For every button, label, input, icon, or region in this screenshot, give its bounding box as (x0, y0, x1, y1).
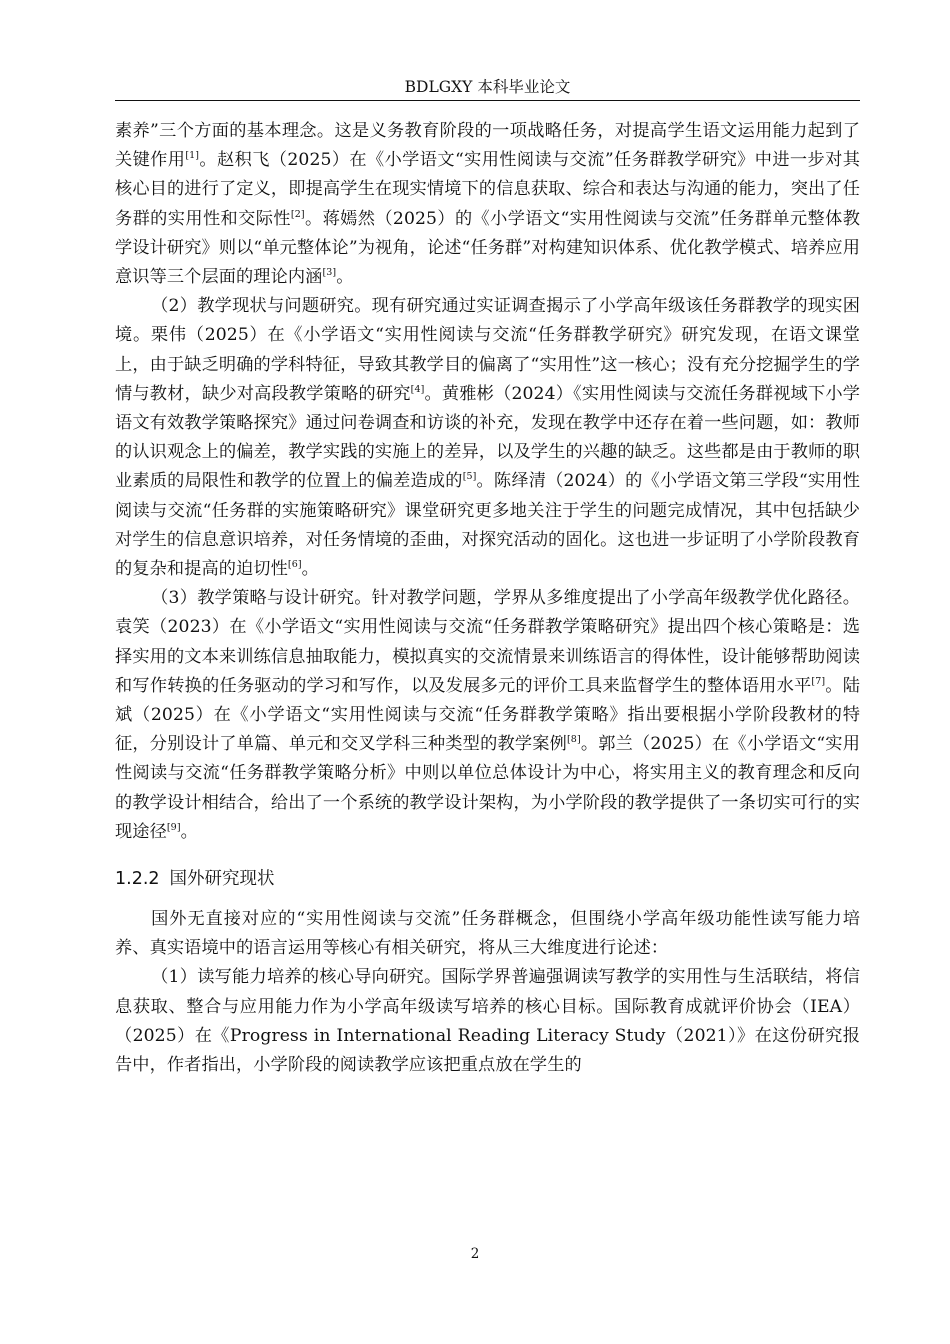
paragraph-text: 。蒋嫣然（2025）的《小学语文“实用性阅读与交流”任务群单元整体教学设计研究》则以“单元整体论”为视角，论述“任务群”对构建知识体系、优化教学模式、培养应用意识等三个层面的理论内涵 (115, 208, 860, 288)
paragraph-text: 。郭兰（2025）在《小学语文“实用性阅读与交流“任务群教学策略分析》中则以单位总体设计为中心，将实用主义的教育理念和反向的教学设计相结合，给出了一个系统的教学设计架构，为小学阶段的教学提供了一条切实可行的实现途径 (115, 734, 860, 842)
paragraph-text: 。 (180, 821, 198, 842)
citation-ref: [2] (290, 208, 305, 220)
citation-ref: [7] (811, 675, 826, 687)
paragraph (115, 117, 860, 292)
citation-ref: [3] (322, 267, 337, 279)
paragraph (115, 292, 860, 584)
paragraph-text: 。陆斌（2025）在《小学语文“实用性阅读与交流“任务群教学策略》指出要根据小学阶段教材的特征，分别设计了单篇、单元和交叉学科三种类型的教学案例 (115, 675, 860, 755)
citation-ref: [8] (567, 734, 581, 746)
page-body (115, 117, 860, 1080)
page-number: 2 (470, 1246, 480, 1262)
citation-ref: [6] (287, 559, 302, 571)
citation-ref: [9] (166, 821, 181, 833)
citation-ref: [5] (462, 471, 477, 483)
section-title: 国外研究现状 (169, 869, 275, 890)
section-heading (115, 866, 860, 892)
citation-ref: [4] (410, 383, 425, 395)
paragraph-text: 。赵积飞（2025）在《小学语文“实用性阅读与交流”任务群教学研究》中进一步对其核心目的进行了定义，即提高学生在现实情境下的信息获取、综合和表达与沟通的能力，突出了任务群的实用性和交际性 (115, 150, 860, 229)
paragraph-text: 。 (336, 267, 354, 288)
paragraph-text: （3）教学策略与设计研究。针对教学问题，学界从多维度提出了小学高年级教学优化路径。袁笑（2023）在《小学语文“实用性阅读与交流“任务群教学策略研究》提出四个核心策略是：选择实用的文本来训练信息抽取能力，模拟真实的交流情景来训练语言的得体性，设计能够帮助阅读和写作转换的任务驱动的学习和写作，以及发展多元的评价工具来监督学生的整体语用水平 (115, 588, 860, 696)
paragraph-text: 。 (301, 559, 319, 580)
paragraph (115, 584, 860, 847)
citation-ref: [1] (185, 150, 200, 162)
paragraphs-top (115, 117, 860, 847)
paragraph-text: 素养”三个方面的基本理念。这是义务教育阶段的一项战略任务，对提高学生语文运用能力起到了关键作用 (115, 121, 860, 171)
running-header: BDLGXY 本科毕业论文 (404, 78, 571, 96)
paragraph (115, 963, 860, 1080)
section-number: 1.2.2 (115, 869, 160, 890)
paragraph-text: 国外无直接对应的“实用性阅读与交流”任务群概念，但围绕小学高年级功能性读写能力培养、真实语境中的语言运用等核心有相关研究，将从三大维度进行论述： (115, 909, 860, 959)
paragraphs-bottom (115, 905, 860, 1080)
paragraph-text: （2）教学现状与问题研究。现有研究通过实证调查揭示了小学高年级该任务群教学的现实困境。栗伟（2025）在《小学语文“实用性阅读与交流“任务群教学研究》研究发现，在语文课堂上，由于缺乏明确的学科特征，导致其教学目的偏离了“实用性”这一核心；没有充分挖掘学生的学情与教材，缺少对高段教学策略的研究 (115, 296, 860, 404)
paragraph (115, 905, 860, 963)
paragraph-text: （1）读写能力培养的核心导向研究。国际学界普遍强调读写教学的实用性与生活联结，将信息获取、整合与应用能力作为小学高年级读写培养的核心目标。国际教育成就评价协会（IEA）（2025）在《Progress in International Reading Literacy Study（2021）》在这份研究报告中，作者指出，小学阶段的阅读教学应该把重点放在学生的 (115, 967, 860, 1076)
header-rule (115, 100, 860, 101)
paragraph-text: 。黄雅彬（2024）《实用性阅读与交流任务群视域下小学语文有效教学策略探究》通过问卷调查和访谈的补充，发现在教学中还存在着一些问题，如：教师的认识观念上的偏差，教学实践的实施上的差异，以及学生的兴趣的缺乏。这些都是由于教师的职业素质的局限性和教学的位置上的偏差造成的 (115, 383, 861, 492)
paragraph-text: 。陈绎清（2024）的《小学语文第三学段“实用性阅读与交流“任务群的实施策略研究》课堂研究更多地关注于学生的问题完成情况，其中包括缺少对学生的信息意识培养，对任务情境的歪曲，对探究活动的固化。这也进一步证明了小学阶段教育的复杂和提高的迫切性 (115, 471, 860, 580)
